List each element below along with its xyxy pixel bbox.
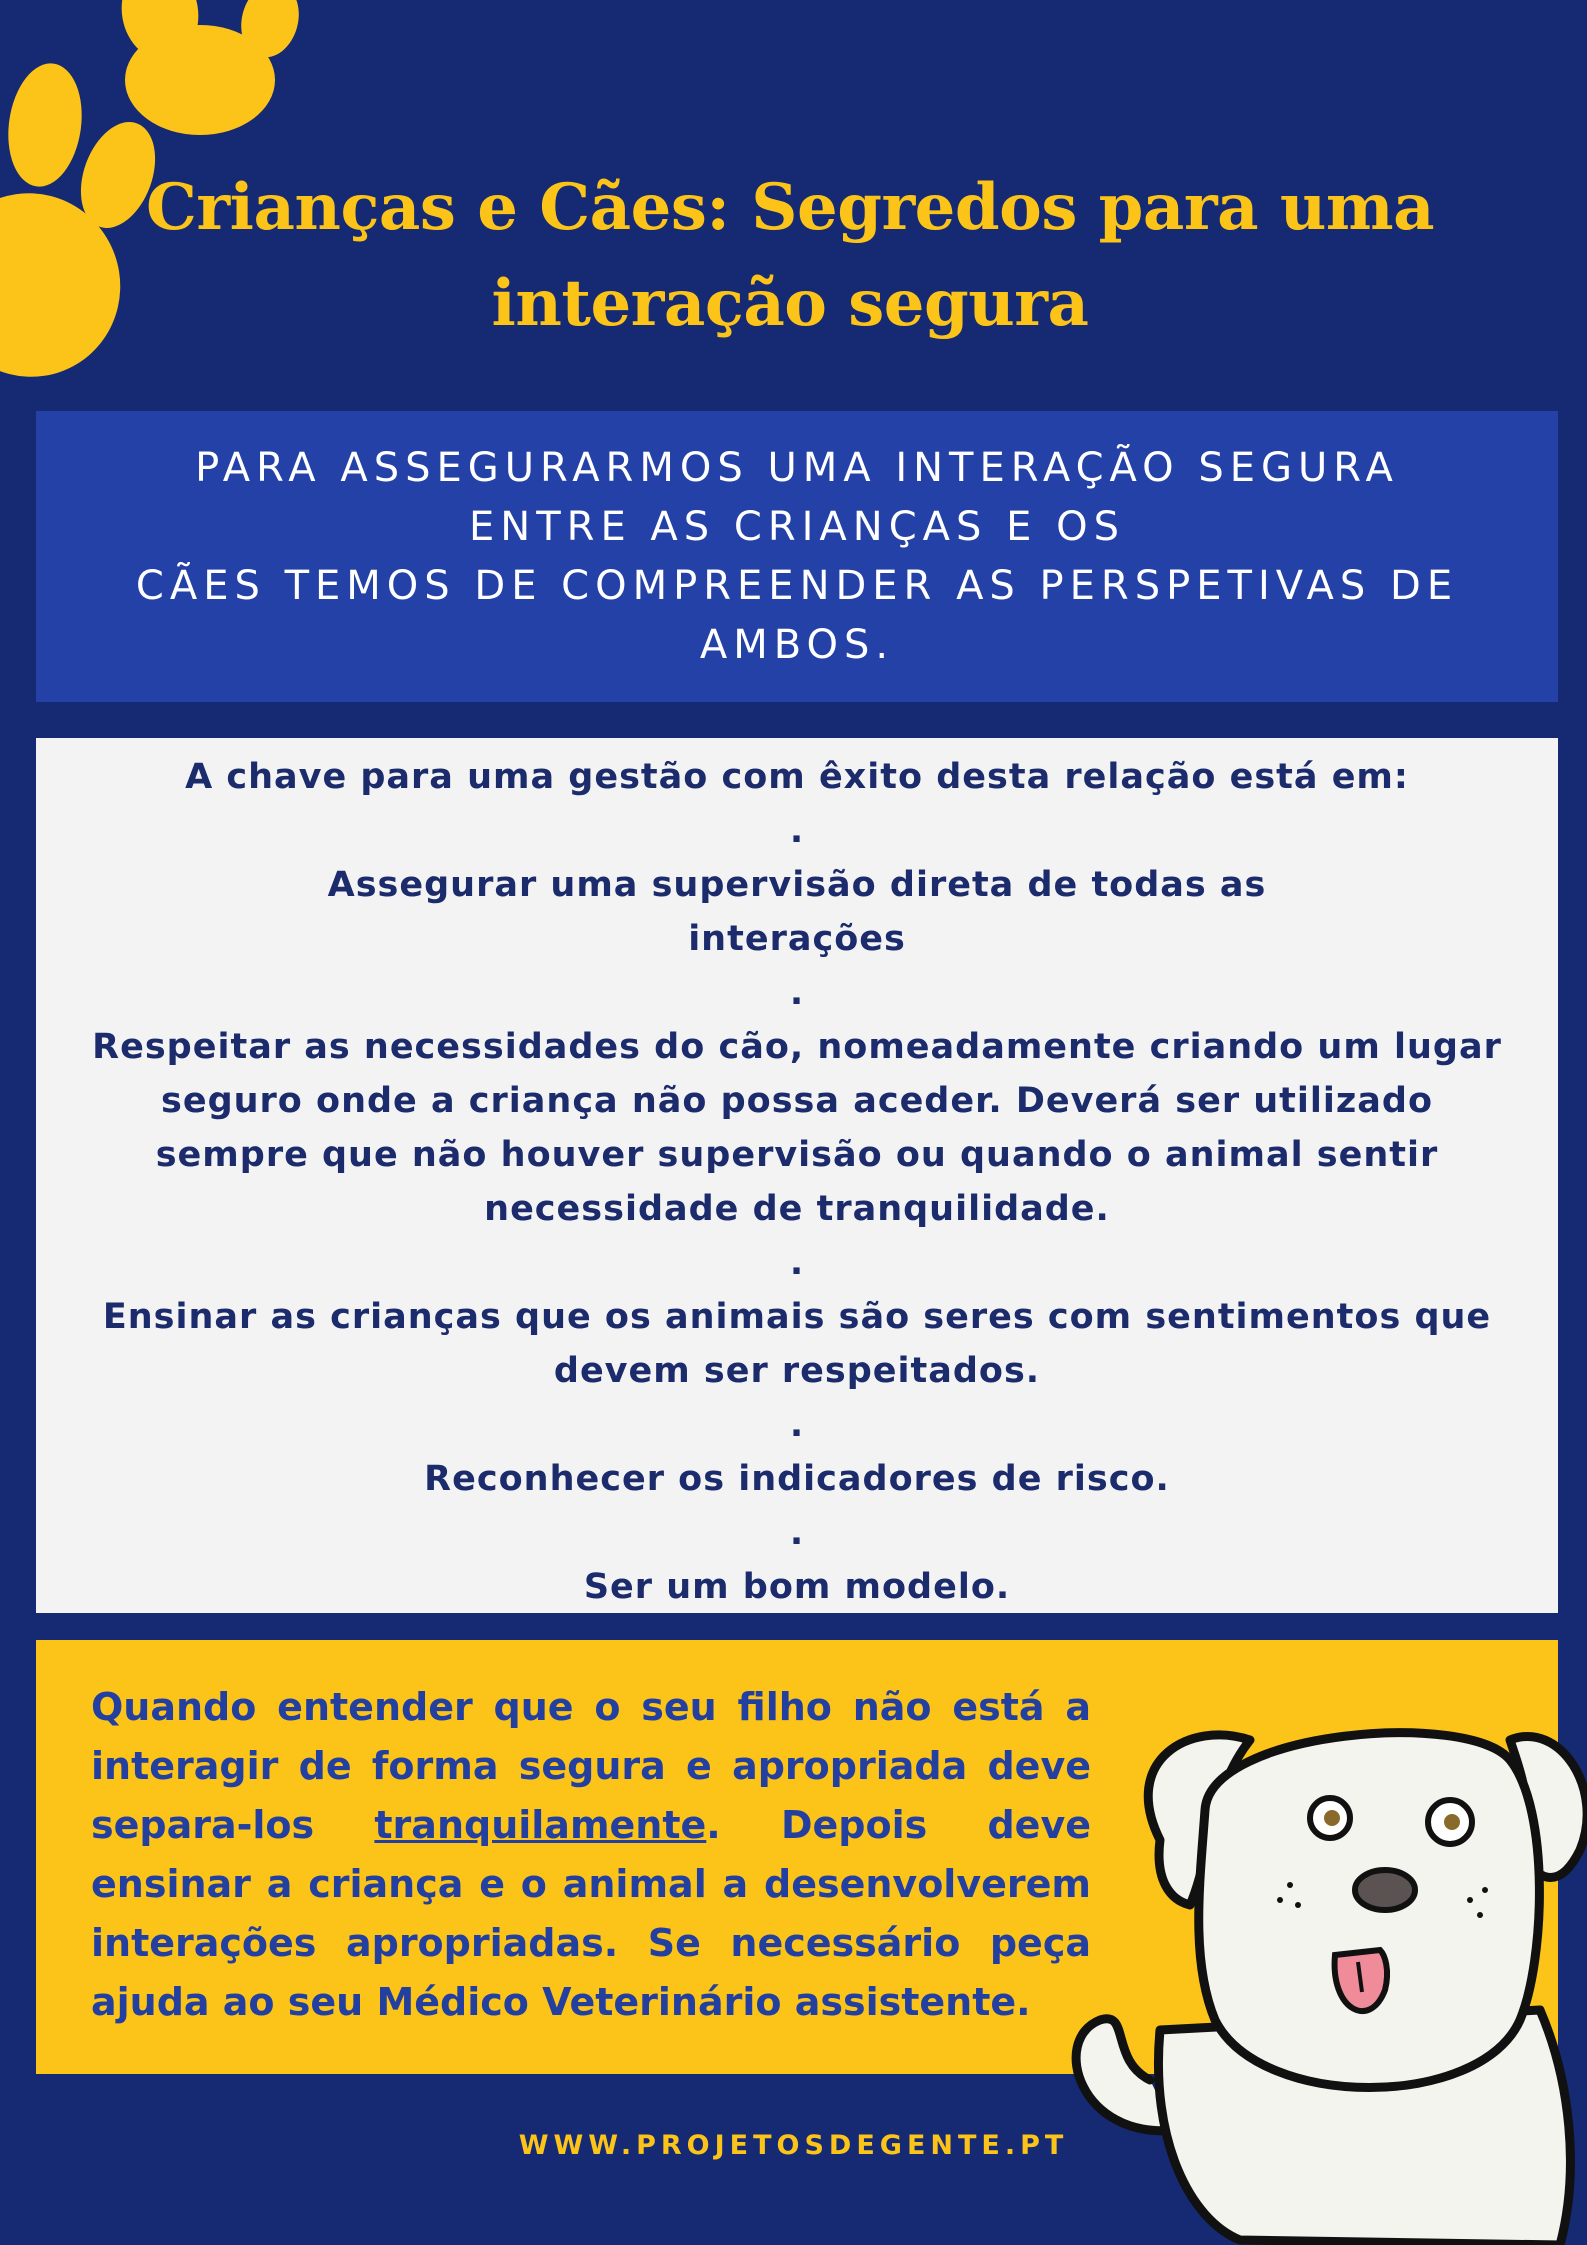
key-point-item: Assegurar uma supervisão direta de todas as interações xyxy=(327,865,1267,959)
separator-dot: . xyxy=(789,1513,805,1553)
key-point-item: Ensinar as crianças que os animais são seres com sentimentos que devem ser respeitados. xyxy=(102,1297,1492,1391)
intro-line-2: ENTRE AS CRIANÇAS E OS xyxy=(469,503,1125,550)
separator-dot: . xyxy=(789,811,805,851)
separator-dot: . xyxy=(789,1405,805,1445)
title-line-1: Crianças e Cães: Segredos para uma xyxy=(145,170,1435,245)
intro-line-1: PARA ASSEGURARMOS UMA INTERAÇÃO SEGURA xyxy=(195,444,1399,491)
separator-dot: . xyxy=(789,1243,805,1283)
key-points-box xyxy=(36,738,1558,1613)
key-points-heading: A chave para uma gestão com êxito desta relação está em: xyxy=(185,757,1409,797)
advice-underlined-word: tranquilamente xyxy=(374,1803,707,1847)
footer-url[interactable]: WWW.PROJETOSDEGENTE.PT xyxy=(518,2130,1069,2161)
key-point-item: Ser um bom modelo. xyxy=(583,1567,1011,1607)
advice-text-part-2: . Depois deve ensinar a criança e o animal a desenvolverem interações apropriadas. Se necessário peça ajuda ao seu Médico Veterinário assistente. xyxy=(91,1803,1091,2024)
advice-text-part-1: Quando entender que o seu filho não está a interagir de forma segura e apropriada deve separa-los xyxy=(91,1685,1091,1847)
title-line-2: interação segura xyxy=(491,266,1089,341)
key-point-item: Respeitar as necessidades do cão, nomeadamente criando um lugar seguro onde a criança não possa aceder. Deverá ser utilizado sempre que não houver supervisão ou quando o animal sentir necessidade de tranquilidade. xyxy=(92,1027,1502,1229)
dog-illustration xyxy=(1040,1700,1587,2245)
intro-line-3: CÃES TEMOS DE COMPREENDER AS PERSPETIVAS DE AMBOS. xyxy=(135,562,1459,668)
separator-dot: . xyxy=(789,973,805,1013)
key-point-item: Reconhecer os indicadores de risco. xyxy=(424,1459,1170,1499)
intro-box xyxy=(36,411,1558,702)
advice-text xyxy=(91,1678,1091,2032)
page-title xyxy=(130,160,1450,352)
